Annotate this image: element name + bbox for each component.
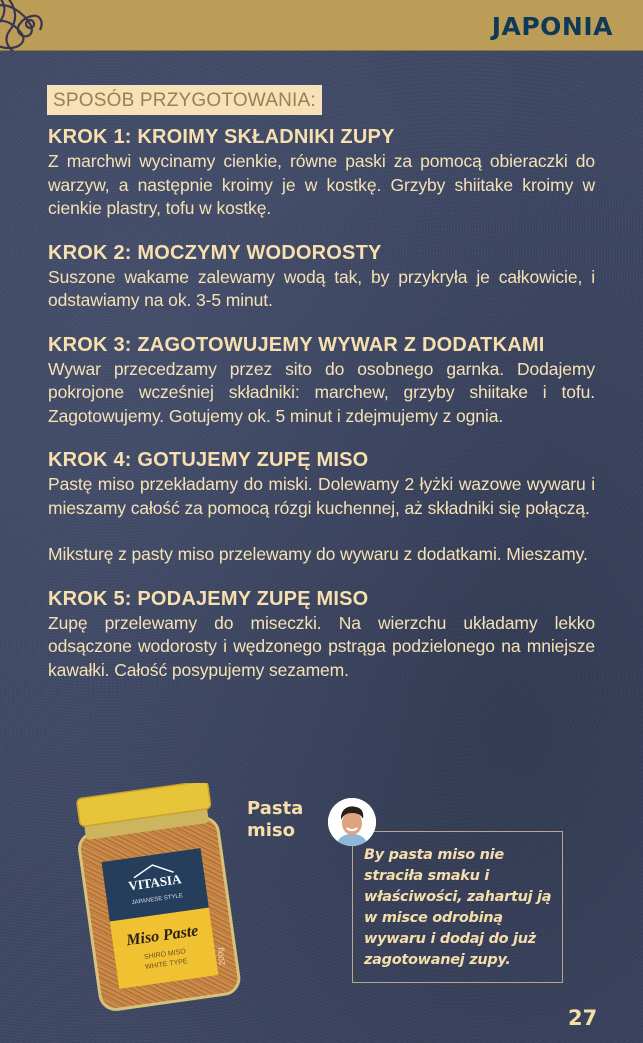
celtic-knot-icon bbox=[0, 0, 46, 51]
jar-type-2: WHITE TYPE bbox=[144, 958, 188, 971]
step-text: Suszone wakame zalewamy wodą tak, by przykryła je całkowicie, i odstawiamy na ok. 3-5 minut. bbox=[48, 266, 595, 310]
miso-paste-jar-image bbox=[65, 783, 245, 1013]
jar-brand: VITASIA bbox=[127, 871, 183, 894]
step-title: KROK 3: ZAGOTOWUJEMY WYWAR Z DODATKAMI bbox=[48, 333, 545, 356]
tip-text: By pasta miso nie straciła smaku i właściwości, zahartuj ją w misce odrobiną wywaru i dodaj do już zagotowanej zupy. bbox=[364, 847, 552, 968]
page-number: 27 bbox=[568, 1006, 598, 1030]
chef-portrait-icon bbox=[328, 798, 376, 846]
step-2 bbox=[48, 240, 595, 313]
product-caption bbox=[247, 798, 303, 842]
section-label: SPOSÓB PRZYGOTOWANIA: bbox=[47, 85, 322, 115]
step-text: Miksturę z pasty miso przelewamy do wywaru z dodatkami. Mieszamy. bbox=[48, 544, 588, 564]
step-text: Pastę miso przekładamy do miski. Dolewamy 2 łyżki wazowe wywaru i mieszamy całość za pomocą rózgi kuchennej, aż składniki się połączą. bbox=[48, 474, 595, 518]
chapter-title: JAPONIA bbox=[491, 12, 613, 41]
step-text: Wywar przecedzamy przez sito do osobnego garnka. Dodajemy pokrojone wcześniej składniki: marchew, grzyby shiitake i tofu. Zagotowujemy. Gotujemy ok. 5 minut i zdejmujemy z ognia. bbox=[48, 358, 595, 426]
step-5 bbox=[48, 586, 595, 683]
jar-type-1: SHIRO MISO bbox=[143, 948, 187, 962]
step-title: KROK 5: PODAJEMY ZUPĘ MISO bbox=[48, 587, 369, 610]
step-4 bbox=[48, 447, 595, 567]
step-title: KROK 4: GOTUJEMY ZUPĘ MISO bbox=[48, 449, 369, 471]
step-3 bbox=[48, 332, 595, 429]
jar-brand-sub: JAPANESE STYLE bbox=[131, 893, 184, 907]
product-caption-line: Pasta bbox=[247, 798, 304, 819]
recipe-steps bbox=[48, 124, 595, 701]
step-title: KROK 2: MOCZYMY WODOROSTY bbox=[48, 241, 382, 264]
step-text: Z marchwi wycinamy cienkie, równe paski za pomocą obieraczki do warzyw, a następnie kroimy je w kostkę. Grzyby shiitake kroimy w cienkie plastry, tofu w kostkę. bbox=[48, 151, 595, 218]
jar-weight: 200g bbox=[215, 946, 227, 966]
product-caption-line: miso bbox=[247, 820, 296, 841]
step-text: Zupę przelewamy do miseczki. Na wierzchu układamy lekko odsączone wodorosty i wędzonego pstrąga podzielonego na mniejsze kawałki. Całość posypujemy sezamem. bbox=[48, 612, 595, 680]
page-header bbox=[0, 0, 643, 51]
step-1 bbox=[48, 124, 595, 221]
chef-avatar bbox=[328, 798, 376, 846]
step-title: KROK 1: KROIMY SKŁADNIKI ZUPY bbox=[48, 126, 395, 148]
jar-product-name: Miso Paste bbox=[125, 922, 200, 950]
